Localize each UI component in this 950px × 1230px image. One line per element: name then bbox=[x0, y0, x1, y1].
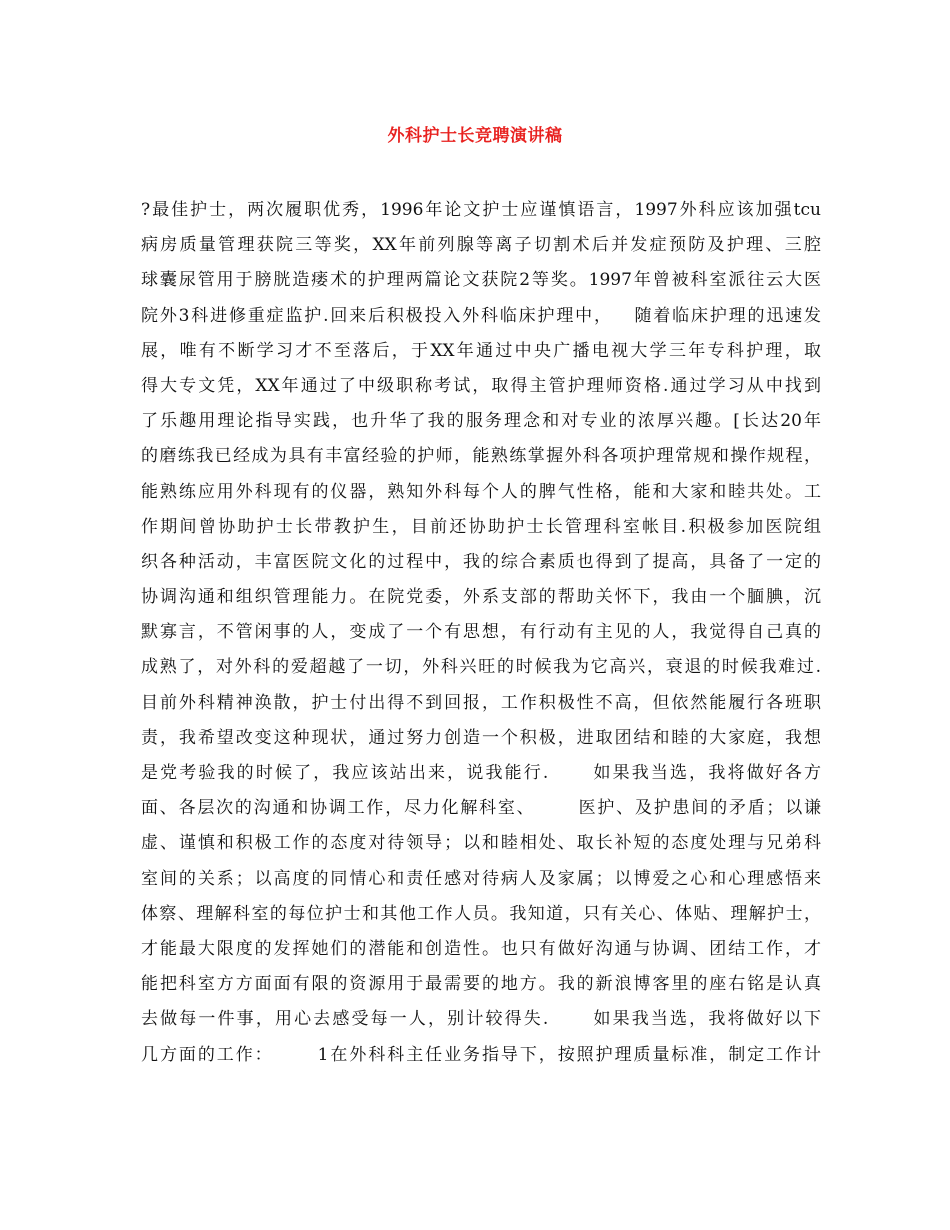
text-line: 才能最大限度的发挥她们的潜能和创造性。也只有做好沟通与协调、团结工作，才 bbox=[141, 938, 821, 959]
text-line: 得大专文凭，XX年通过了中级职称考试，取得主管护理师资格.通过学习从中找到 bbox=[141, 375, 821, 396]
text-line: 是党考验我的时候了，我应该站出来，说我能行. 如果我当选，我将做好各方 bbox=[141, 763, 821, 783]
text-line: 作期间曾协助护士长带教护生，目前还协助护士长管理科室帐目.积极参加医院组 bbox=[141, 516, 821, 537]
text-line: 织各种活动，丰富医院文化的过程中，我的综合素质也得到了提高，具备了一定的 bbox=[141, 551, 821, 572]
text-line: 去做每一件事，用心去感受每一人，别计较得失. 如果我当选，我将做好以下 bbox=[141, 1009, 821, 1030]
page-title: 外科护士长竞聘演讲稿 bbox=[387, 126, 563, 146]
text-line: 的磨练我已经成为具有丰富经验的护师，能熟练掌握外科各项护理常规和操作规程， bbox=[141, 446, 821, 467]
text-line: ?最佳护士，两次履职优秀，1996年论文护士应谨慎语言，1997外科应该加强tcu bbox=[141, 200, 821, 220]
text-line: 院外3科进修重症监护.回来后积极投入外科临床护理中， 随着临床护理的迅速发 bbox=[141, 305, 821, 326]
text-line: 成熟了，对外科的爱超越了一切，外科兴旺的时候我为它高兴，衰退的时候我难过. bbox=[141, 657, 821, 678]
text-line: 目前外科精神涣散，护士付出得不到回报，工作积极性不高，但依然能履行各班职 bbox=[141, 692, 821, 713]
text-line: 面、各层次的沟通和协调工作，尽力化解科室、 医护、及护患间的矛盾；以谦 bbox=[141, 798, 821, 819]
document-body bbox=[141, 193, 821, 1073]
text-line: 了乐趣用理论指导实践，也升华了我的服务理念和对专业的浓厚兴趣。[长达20年 bbox=[141, 411, 821, 432]
text-line: 协调沟通和组织管理能力。在院党委，外系支部的帮助关怀下，我由一个腼腆，沉 bbox=[141, 587, 821, 608]
text-line: 病房质量管理获院三等奖，XX年前列腺等离子切割术后并发症预防及护理、三腔 bbox=[141, 235, 821, 256]
text-line: 责，我希望改变这种现状，通过努力创造一个积极，进取团结和睦的大家庭，我想 bbox=[141, 727, 821, 748]
text-line: 室间的关系；以高度的同情心和责任感对待病人及家属；以博爱之心和心理感悟来 bbox=[141, 868, 821, 889]
text-line: 体察、理解科室的每位护士和其他工作人员。我知道，只有关心、体贴、理解护士， bbox=[141, 903, 821, 924]
text-line: 球囊尿管用于膀胱造瘘术的护理两篇论文获院2等奖。1997年曾被科室派往云大医 bbox=[141, 270, 821, 291]
text-line: 能熟练应用外科现有的仪器，熟知外科每个人的脾气性格，能和大家和睦共处。工 bbox=[141, 481, 821, 502]
text-line: 几方面的工作： 1在外科科主任业务指导下，按照护理质量标准，制定工作计 bbox=[141, 1044, 821, 1065]
text-line: 能把科室方方面面有限的资源用于最需要的地方。我的新浪博客里的座右铭是认真 bbox=[141, 974, 821, 995]
text-line: 默寡言，不管闲事的人，变成了一个有思想，有行动有主见的人，我觉得自己真的 bbox=[141, 622, 821, 643]
text-line: 虚、谨慎和积极工作的态度对待领导；以和睦相处、取长补短的态度处理与兄弟科 bbox=[141, 833, 821, 854]
text-line: 展，唯有不断学习才不至落后，于XX年通过中央广播电视大学三年专科护理，取 bbox=[141, 340, 821, 361]
